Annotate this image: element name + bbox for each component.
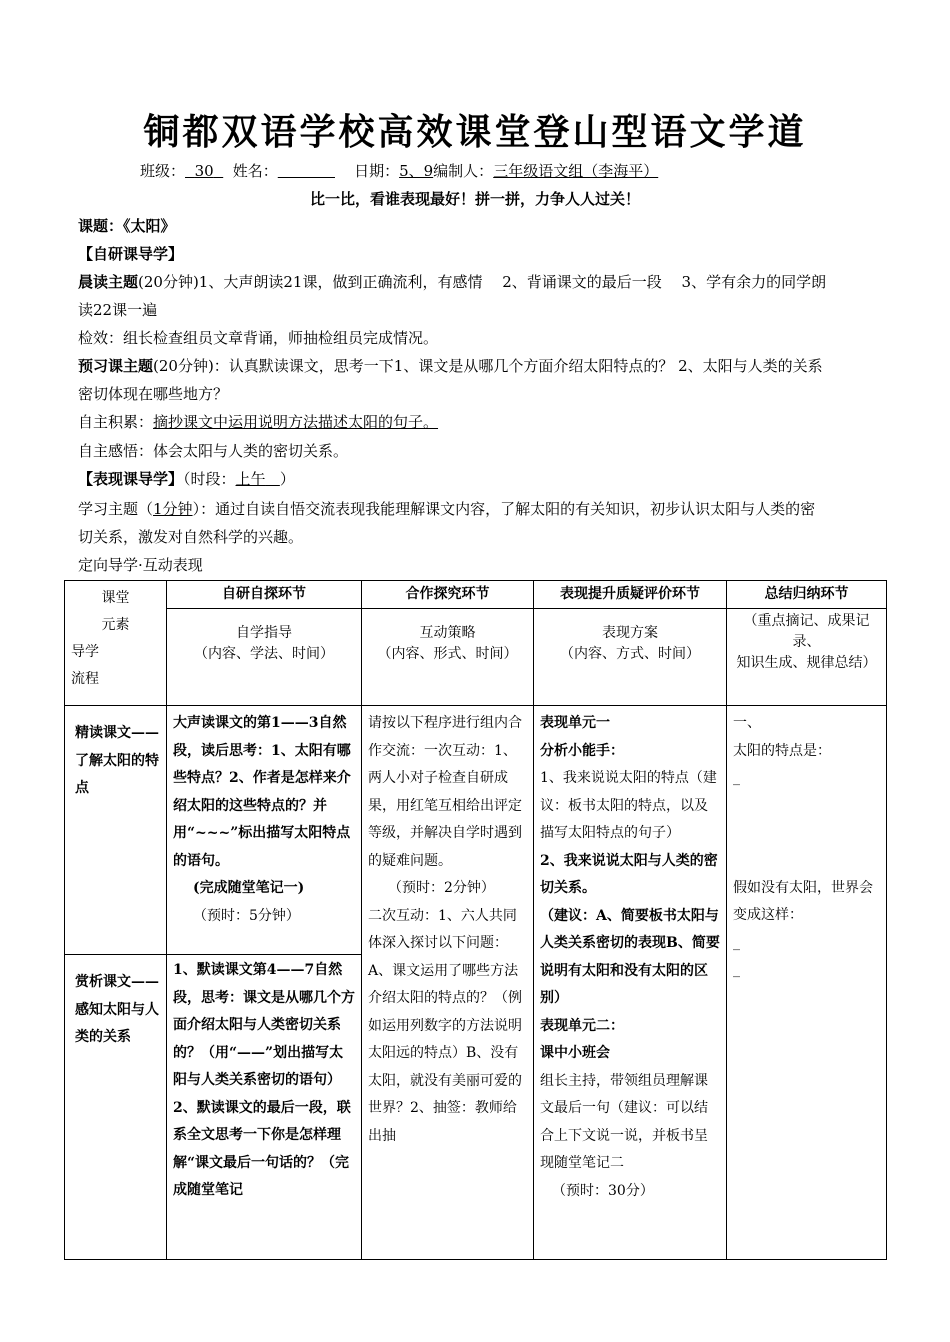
corner-cell: 课堂 元素 导学 流程 (65, 581, 167, 706)
header-self-study: 自研自探环节 (167, 581, 362, 609)
cooperation-cell: 请按以下程序进行组内合作交流：一次互动：1、两人小对子检查自研成果，用红笔互相给出评定等级，并解决自学时遇到的疑难问题。 （预时：2分钟） 二次互动：1、六人共同体深入探讨以下问题：A、课文运用了哪些方法介绍太阳的特点的？（例如运用列数字的方法说明太阳远的特点）B、没有太阳，就没有美丽可爱的世界？2、抽签：教师给出抽 (362, 706, 534, 1260)
header-summary: 总结归纳环节 (727, 581, 887, 609)
study-topic-cont: 切关系，激发对自然科学的兴趣。 (78, 528, 304, 546)
guide-line: 定向导学·互动表现 (78, 556, 203, 574)
preview-topic-cont: 密切体现在哪些地方？ (78, 385, 229, 403)
lesson-table (64, 580, 887, 1260)
date-label: 日期： (354, 162, 400, 180)
date-value: 5、9 (399, 162, 434, 180)
topic: 课题：《太阳》 (78, 217, 176, 235)
feel-line: 自主感悟：体会太阳与人类的密切关系。 (78, 442, 349, 460)
sub-summary: （重点摘记、成果记录、 知识生成、规律总结） (727, 609, 887, 706)
header-performance: 表现提升质疑评价环节 (534, 581, 727, 609)
class-label: 班级： (140, 162, 186, 180)
self-study-2: 1、默读课文第4——7自然段，思考：课文是从哪几个方面介绍太阳与人类密切关系的？（用“——”划出描写太阳与人类关系密切的语句）2、默读课文的最后一段，联系全文思考一下你是怎样理解“课文最后一句话的？（完成随堂笔记 (167, 955, 362, 1260)
morning-reading-cont: 读22课一遍 (78, 301, 158, 319)
document-title: 铜都双语学校高效课堂登山型语文学道 (143, 111, 807, 153)
name-label: 姓名： (232, 162, 278, 180)
sub-cooperation: 互动策略 （内容、形式、时间） (362, 609, 534, 706)
slogan: 比一比，看谁表现最好！拼一拼，力争人人过关！ (309, 190, 640, 208)
stage-intensive-reading: 精读课文——了解太阳的特点 (65, 706, 167, 955)
self-study-header: 【自研课导学】 (78, 245, 184, 263)
header-meta (140, 160, 658, 181)
perform-header: 【表现课导学】（时段：上午 ） (78, 470, 295, 488)
editor-value: 三年级语文组（李海平） (493, 162, 659, 180)
summary-cell: 一、 太阳的特点是： _ 假如没有太阳，世界会变成这样： _ _ (727, 706, 887, 1260)
stage-appreciation: 赏析课文——感知太阳与人类的关系 (65, 955, 167, 1260)
name-value (278, 162, 335, 180)
morning-reading: 晨读主题(20分钟)1、大声朗读21课，做到正确流利，有感情 2、背诵课文的最后一段 3、学有余力的同学朗 (78, 273, 827, 291)
header-cooperation: 合作探究环节 (362, 581, 534, 609)
performance-cell: 表现单元一 分析小能手： 1、我来说说太阳的特点（建议：板书太阳的特点，以及描写太阳特点的句子） 2、我来说说太阳与人类的密切关系。 （建议：A、简要板书太阳与人类关系密切的表现B、简要说明有太阳和没有太阳的区别） 表现单元二： 课中小班会 组长主持，带领组员理解课文最后一句（建议：可以结合上下文说一说，并板书呈现随堂笔记二 （预时：30分） (534, 706, 727, 1260)
preview-topic: 预习课主题(20分钟)：认真默读课文，思考一下1、课文是从哪几个方面介绍太阳特点的？ 2、太阳与人类的关系 (78, 357, 823, 375)
class-value: 30 (194, 162, 214, 180)
sub-self-study: 自学指导 （内容、学法、时间） (167, 609, 362, 706)
self-study-1: 大声读课文的第1——3自然段，读后思考：1、太阳有哪些特点？2、作者是怎样来介绍太阳的这些特点的？并用“~~~”标出描写太阳特点的语句。 (完成随堂笔记一) （预时：5分钟） (167, 706, 362, 955)
editor-label: 编制人： (433, 162, 494, 180)
check-line: 检效：组长检查组员文章背诵，师抽检组员完成情况。 (78, 329, 439, 347)
accumulate-line: 自主积累：摘抄课文中运用说明方法描述太阳的句子。 (78, 413, 439, 431)
study-topic: 学习主题（1分钟）：通过自读自悟交流表现我能理解课文内容，了解太阳的有关知识，初步认识太阳与人类的密 (78, 500, 816, 518)
sub-performance: 表现方案 （内容、方式、时间） (534, 609, 727, 706)
